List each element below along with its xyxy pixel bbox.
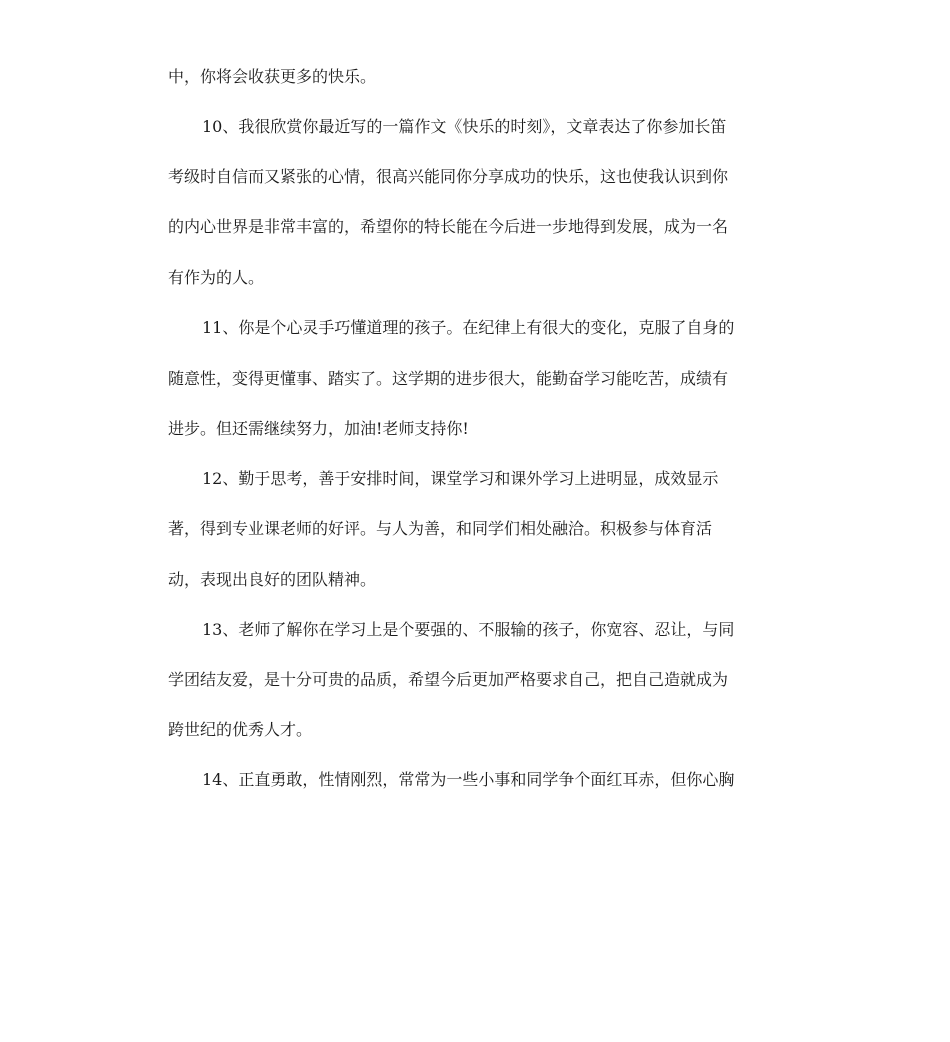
paragraph-12-line-2: 著，得到专业课老师的好评。与人为善，和同学们相处融洽。积极参与体育活	[168, 519, 713, 538]
paragraph-10-line-2: 考级时自信而又紧张的心情，很高兴能同你分享成功的快乐，这也使我认识到你	[168, 167, 729, 186]
paragraph-9-line-last: 中，你将会收获更多的快乐。	[168, 67, 377, 86]
paragraph-13-line-2: 学团结友爱，是十分可贵的品质，希望今后更加严格要求自己，把自己造就成为	[168, 670, 729, 689]
paragraph-11-line-1: 11、你是个心灵手巧懂道理的孩子。在纪律上有很大的变化，克服了自身的	[202, 318, 735, 337]
paragraph-10-line-1: 10、我很欣赏你最近写的一篇作文《快乐的时刻》，文章表达了你参加长笛	[202, 117, 727, 136]
paragraph-11-line-3: 进步。但还需继续努力，加油!老师支持你!	[168, 419, 469, 438]
paragraph-11-line-2: 随意性，变得更懂事、踏实了。这学期的进步很大，能勤奋学习能吃苦，成绩有	[168, 369, 729, 388]
paragraph-12-line-3: 动，表现出良好的团队精神。	[168, 570, 377, 589]
paragraph-12-line-1: 12、勤于思考，善于安排时间，课堂学习和课外学习上进明显，成效显示	[202, 469, 719, 488]
paragraph-14-line-1: 14、正直勇敢，性情刚烈，常常为一些小事和同学争个面红耳赤，但你心胸	[202, 770, 735, 789]
paragraph-13-line-3: 跨世纪的优秀人才。	[168, 720, 313, 739]
paragraph-13-line-1: 13、老师了解你在学习上是个要强的、不服输的孩子，你宽容、忍让，与同	[202, 620, 735, 639]
paragraph-10-line-4: 有作为的人。	[168, 268, 265, 287]
paragraph-10-line-3: 的内心世界是非常丰富的，希望你的特长能在今后进一步地得到发展，成为一名	[168, 217, 729, 236]
